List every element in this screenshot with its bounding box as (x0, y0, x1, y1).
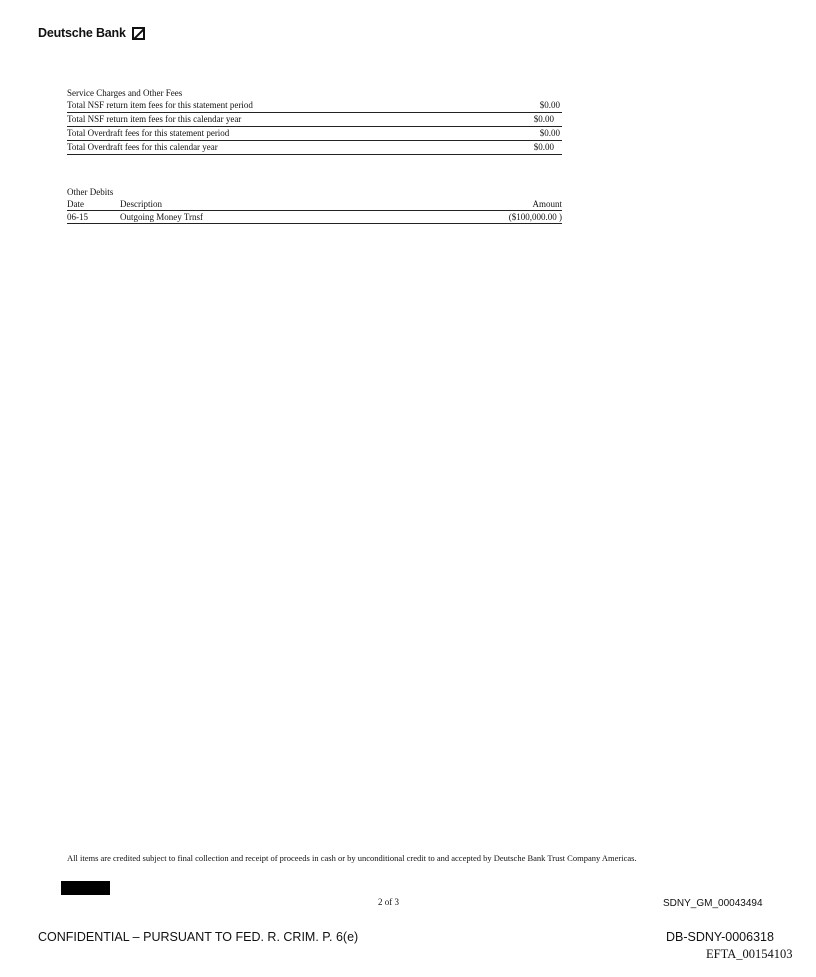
column-header-date: Date (67, 199, 84, 209)
confidential-notice: CONFIDENTIAL – PURSUANT TO FED. R. CRIM. P. 6(e) (38, 930, 359, 944)
service-charges-table (67, 99, 562, 155)
fee-label: Total NSF return item fees for this calendar year (67, 114, 242, 124)
table-row (67, 113, 562, 127)
debit-amount: ($100,000.00 ) (508, 212, 562, 222)
redaction-box (61, 881, 110, 895)
bates-number-db-sdny: DB-SDNY-0006318 (666, 930, 774, 944)
other-debits-title: Other Debits (67, 187, 114, 197)
fee-amount: $0.00 (539, 128, 560, 138)
footer-note: All items are credited subject to final collection and receipt of proceeds in cash or by unconditional credit to and accepted by Deutsche Bank Trust Company Americas. (67, 853, 637, 863)
deutsche-bank-slash-square-icon (132, 27, 145, 40)
other-debits-section (67, 186, 562, 224)
fee-amount: $0.00 (533, 114, 554, 124)
table-row (67, 141, 562, 155)
bates-number-sdny-gm: SDNY_GM_00043494 (663, 898, 763, 909)
column-header-description: Description (120, 199, 162, 209)
fee-amount: $0.00 (539, 100, 560, 110)
service-charges-title: Service Charges and Other Fees (67, 88, 183, 98)
table-header (67, 198, 562, 211)
fee-label: Total Overdraft fees for this statement period (67, 128, 230, 138)
debit-date: 06-15 (67, 212, 88, 222)
table-row (67, 127, 562, 141)
fee-amount: $0.00 (533, 142, 554, 152)
table-row (67, 99, 562, 113)
efta-number: EFTA_00154103 (706, 947, 793, 961)
debit-description: Outgoing Money Trnsf (120, 212, 204, 222)
table-row (67, 211, 562, 224)
page-number: 2 of 3 (378, 897, 399, 907)
bank-logo (38, 26, 145, 40)
bank-name: Deutsche Bank (38, 26, 126, 40)
fee-label: Total Overdraft fees for this calendar year (67, 142, 218, 152)
fee-label: Total NSF return item fees for this statement period (67, 100, 253, 110)
column-header-amount: Amount (532, 199, 562, 209)
